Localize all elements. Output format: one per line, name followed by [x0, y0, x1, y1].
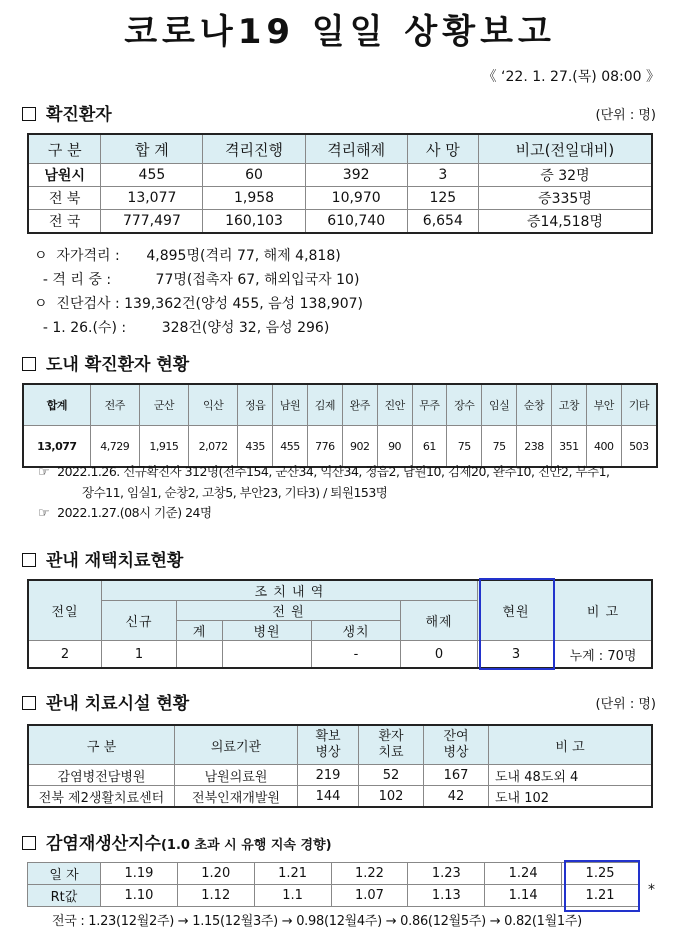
section-rt-heading: 감염재생산지수(1.0 초과 시 유행 지속 경향) — [22, 829, 332, 854]
confirmed-table — [27, 133, 653, 234]
summary-bullets — [34, 244, 363, 340]
cell: 52 — [359, 765, 424, 786]
cell: - — [312, 641, 401, 669]
province-header-cell: 완주 — [342, 384, 377, 426]
bullet-self-quarantine: ㅇ 자가격리 : 4,895명(격리 77, 해제 4,818) — [34, 248, 341, 264]
cell-remark: 누계 : 70명 — [555, 641, 653, 669]
province-header-cell: 진안 — [377, 384, 412, 426]
header-release: 해제 — [401, 601, 478, 641]
province-value-cell: 351 — [551, 426, 586, 468]
cell: 증 32명 — [478, 164, 652, 187]
home-treatment-table — [27, 579, 653, 669]
header-measures: 조 치 내 역 — [102, 580, 478, 601]
province-header-cell: 장수 — [447, 384, 482, 426]
cell: 167 — [424, 765, 489, 786]
rt-value-cell: 1.21 — [562, 885, 639, 907]
cell: 1,958 — [203, 187, 305, 210]
province-header-cell: 기타 — [621, 384, 657, 426]
table-row-dates — [28, 863, 639, 885]
province-value-cell: 776 — [307, 426, 342, 468]
cell: 777,497 — [101, 210, 203, 234]
province-header-cell: 고창 — [551, 384, 586, 426]
province-value-cell: 1,915 — [139, 426, 188, 468]
section-home-treatment-heading: 관내 재택치료현황 — [22, 546, 183, 571]
checkbox-square-icon — [22, 107, 36, 121]
header-hospital: 병원 — [223, 621, 312, 641]
cell: 610,740 — [305, 210, 407, 234]
table-header-row — [28, 134, 652, 164]
rt-date-cell: 1.20 — [177, 863, 254, 885]
cell: 도내 102 — [489, 786, 653, 808]
table-header-row — [28, 725, 652, 765]
province-value-cell: 90 — [377, 426, 412, 468]
header-remark: 비고(전일대비) — [478, 134, 652, 164]
header-transfer: 전 원 — [177, 601, 401, 621]
cell: 144 — [298, 786, 359, 808]
facility-table — [27, 724, 653, 808]
header-new: 신규 — [102, 601, 177, 641]
table-row — [28, 164, 652, 187]
header-deaths: 사 망 — [407, 134, 478, 164]
cell: 10,970 — [305, 187, 407, 210]
section-confirmed-heading: 확진환자 — [22, 100, 112, 125]
cell: 1 — [102, 641, 177, 669]
checkbox-square-icon — [22, 696, 36, 710]
table-header-row — [23, 384, 657, 426]
report-datetime: 《 ‘22. 1. 27.(목) 08:00 》 — [482, 69, 660, 85]
province-value-cell: 61 — [412, 426, 447, 468]
header-remark: 비 고 — [489, 725, 653, 765]
checkbox-square-icon — [22, 836, 36, 850]
province-notes — [38, 462, 610, 524]
province-header-cell: 부안 — [586, 384, 621, 426]
table-row — [28, 210, 652, 234]
national-rt-trend: 전국 : 1.23(12월2주) → 1.15(12월3주) → 0.98(12월4주) → 0.86(12월5주) → 0.82(1월1주) — [52, 914, 582, 929]
unit-label: (단위 : 명) — [595, 697, 656, 712]
province-value-cell: 238 — [517, 426, 552, 468]
cell — [177, 641, 223, 669]
cell: 남원의료원 — [175, 765, 298, 786]
rt-date-cell: 1.19 — [101, 863, 178, 885]
province-value-cell: 75 — [447, 426, 482, 468]
cell-current: 3 — [478, 641, 555, 669]
rt-date-cell: 1.22 — [331, 863, 408, 885]
province-header-cell: 합계 — [23, 384, 90, 426]
table-row-values — [28, 885, 639, 907]
row-label: 남원시 — [28, 164, 101, 187]
cell: 감염병전담병원 — [28, 765, 175, 786]
rt-date-cell: 1.24 — [485, 863, 562, 885]
table-header-row — [28, 580, 652, 601]
rt-value-cell: 1.14 — [485, 885, 562, 907]
pointing-hand-icon: ☞ — [38, 506, 50, 521]
province-header-cell: 전주 — [90, 384, 139, 426]
header-transfer-total: 계 — [177, 621, 223, 641]
cell: 증335명 — [478, 187, 652, 210]
cell: 3 — [407, 164, 478, 187]
checkbox-square-icon — [22, 553, 36, 567]
rt-value-cell: 1.07 — [331, 885, 408, 907]
section-province-heading: 도내 확진환자 현황 — [22, 350, 189, 375]
checkbox-square-icon — [22, 357, 36, 371]
province-value-cell: 455 — [273, 426, 308, 468]
cell: 125 — [407, 187, 478, 210]
row-label-date: 일 자 — [28, 863, 101, 885]
header-remaining: 잔여 병상 — [424, 725, 489, 765]
province-value-cell: 503 — [621, 426, 657, 468]
bullet-daily-tests: - 1. 26.(수) : 328건(양성 32, 음성 296) — [34, 320, 330, 336]
row-label: 전 북 — [28, 187, 101, 210]
province-header-cell: 무주 — [412, 384, 447, 426]
note-today: 2022.1.27.(08시 기준) 24명 — [57, 505, 212, 520]
header-total: 합 계 — [101, 134, 203, 164]
cell: 2 — [28, 641, 102, 669]
header-institution: 의료기관 — [175, 725, 298, 765]
province-header-cell: 군산 — [139, 384, 188, 426]
header-category: 구 분 — [28, 134, 101, 164]
cell: 219 — [298, 765, 359, 786]
section-facility-heading: 관내 치료시설 현황 — [22, 689, 189, 714]
cell: 증14,518명 — [478, 210, 652, 234]
cell: 392 — [305, 164, 407, 187]
province-header-cell: 김제 — [307, 384, 342, 426]
table-row — [28, 641, 652, 669]
province-header-cell: 익산 — [189, 384, 238, 426]
cell: 102 — [359, 786, 424, 808]
cell: 42 — [424, 786, 489, 808]
cell: 도내 48도외 4 — [489, 765, 653, 786]
row-label: 전 국 — [28, 210, 101, 234]
unit-label: (단위 : 명) — [595, 108, 656, 123]
province-value-cell: 2,072 — [189, 426, 238, 468]
cell: 455 — [101, 164, 203, 187]
cell: 전북 제2생활치료센터 — [28, 786, 175, 808]
header-category: 구 분 — [28, 725, 175, 765]
province-header-cell: 남원 — [273, 384, 308, 426]
table-row — [23, 426, 657, 468]
province-header-cell: 정읍 — [238, 384, 273, 426]
table-row — [28, 765, 652, 786]
rt-value-cell: 1.1 — [254, 885, 331, 907]
cell: 160,103 — [203, 210, 305, 234]
table-row — [28, 187, 652, 210]
province-value-cell: 400 — [586, 426, 621, 468]
pointing-hand-icon: ☞ — [38, 465, 50, 480]
header-beds: 확보 병상 — [298, 725, 359, 765]
header-released: 격리해제 — [305, 134, 407, 164]
province-header-cell: 순창 — [517, 384, 552, 426]
row-label-rt: Rt값 — [28, 885, 101, 907]
rt-value-cell: 1.13 — [408, 885, 485, 907]
note-new-cases-cont: 장수11, 임실1, 순창2, 고창5, 부안23, 기타3) / 퇴원153명 — [82, 485, 388, 500]
rt-value-cell: 1.10 — [101, 885, 178, 907]
cell: 0 — [401, 641, 478, 669]
province-value-cell: 13,077 — [23, 426, 90, 468]
header-current: 현원 — [478, 580, 555, 641]
header-remark: 비 고 — [555, 580, 653, 641]
cell: 전북인재개발원 — [175, 786, 298, 808]
rt-value-cell: 1.12 — [177, 885, 254, 907]
header-life-center: 생치 — [312, 621, 401, 641]
cell: 13,077 — [101, 187, 203, 210]
cell — [223, 641, 312, 669]
bullet-isolating: - 격 리 중 : 77명(접촉자 67, 해외입국자 10) — [34, 272, 360, 288]
rt-date-cell: 1.25 — [562, 863, 639, 885]
province-value-cell: 4,729 — [90, 426, 139, 468]
rt-note-threshold: (1.0 초과 시 유행 지속 경향) — [160, 838, 332, 853]
rt-date-cell: 1.21 — [254, 863, 331, 885]
province-value-cell: 435 — [238, 426, 273, 468]
header-prev-day: 전일 — [28, 580, 102, 641]
current-highlight-box — [479, 578, 555, 670]
rt-date-cell: 1.23 — [408, 863, 485, 885]
report-title: 코로나19 일일 상황보고 — [124, 12, 556, 52]
latest-rt-highlight-box — [564, 860, 640, 912]
bullet-tests: ㅇ 진단검사 : 139,362건(양성 455, 음성 138,907) — [34, 296, 363, 312]
rt-table — [27, 862, 639, 907]
note-new-cases: 2022.1.26. 신규확진자 312명(전주154, 군산34, 익산34, 정읍2, 남원10, 김제20, 완주10, 진안2, 무주1, — [57, 464, 610, 479]
table-row — [28, 786, 652, 808]
cell: 60 — [203, 164, 305, 187]
asterisk-mark: * — [648, 882, 655, 898]
cell: 6,654 — [407, 210, 478, 234]
header-isolating: 격리진행 — [203, 134, 305, 164]
province-value-cell: 75 — [482, 426, 517, 468]
header-patients: 환자 치료 — [359, 725, 424, 765]
province-value-cell: 902 — [342, 426, 377, 468]
province-table — [22, 383, 658, 468]
province-header-cell: 임실 — [482, 384, 517, 426]
